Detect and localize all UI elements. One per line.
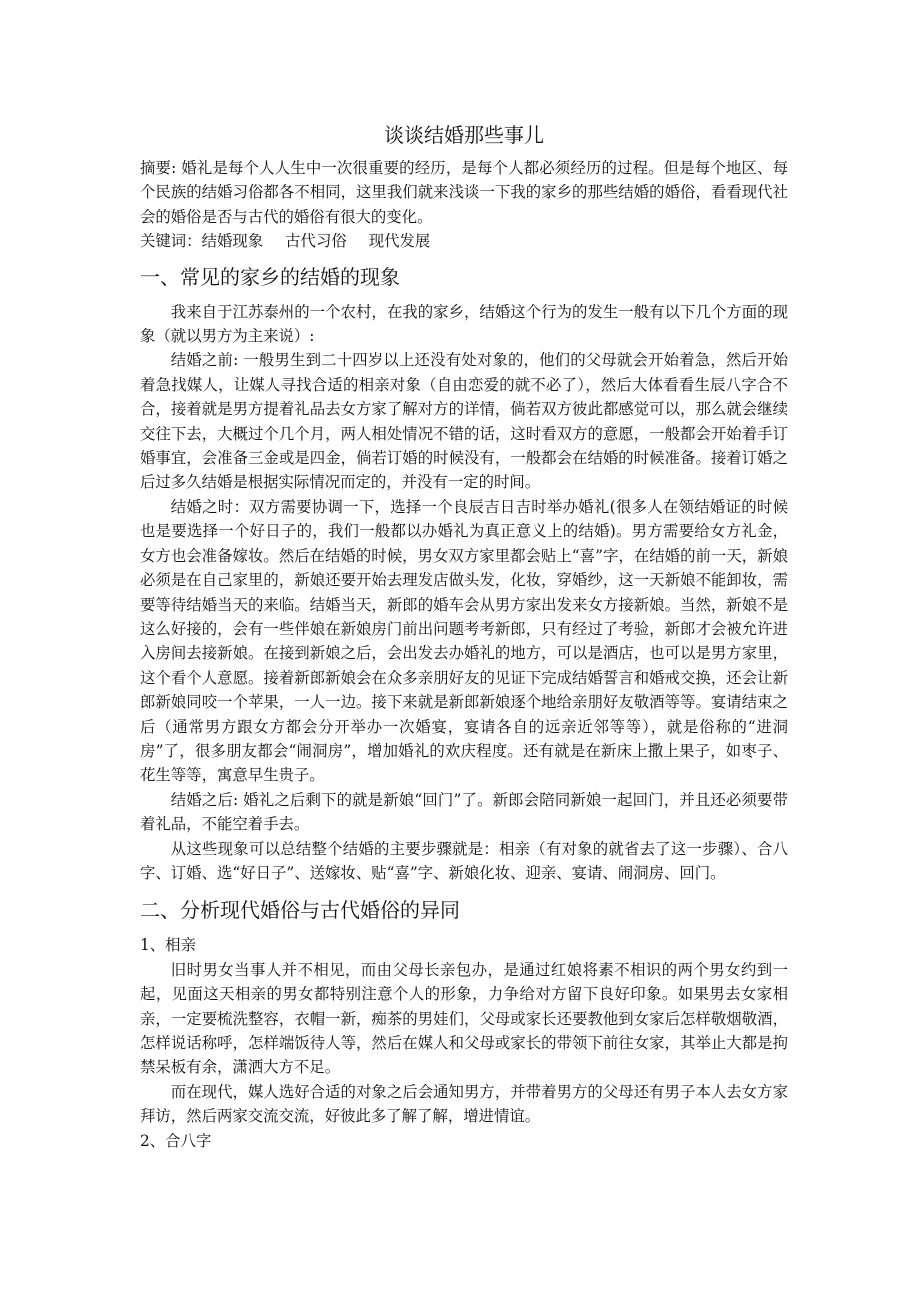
body-paragraph: 结婚之后: 婚礼之后剩下的就是新娘“回门”了。新郎会陪同新娘一起回门，并且还必须要带着礼品，不能空着手去。 — [140, 790, 788, 834]
keywords-line — [140, 229, 788, 253]
subsection-heading: 1、相亲 — [140, 936, 196, 955]
keywords-label: 关键词： — [140, 232, 202, 251]
body-paragraph: 从这些现象可以总结整个结婚的主要步骤就是：相亲（有对象的就省去了这一步骤）、合八字、订婚、选“好日子”、送嫁妆、贴“喜”字、新娘化妆、迎亲、宴请、闹洞房、回门。 — [140, 839, 788, 882]
subsection-heading: 2、合八字 — [140, 1131, 212, 1150]
body-paragraph: 我来自于江苏泰州的一个农村，在我的家乡，结婚这个行为的发生一般有以下几个方面的现象（就以男方为主来说）: — [140, 302, 788, 346]
keyword-item: 古代习俗 — [285, 232, 347, 251]
body-paragraph: 结婚之时：双方需要协调一下，选择一个良辰吉日吉时举办婚礼(很多人在领结婚证的时候也是要选择一个好日子的，我们一般都以办婚礼为真正意义上的结婚)。男方需要给女方礼金，女方也会准备嫁妆。然后在结婚的时候，男女双方家里都会贴上“喜”字，在结婚的前一天，新娘必须是在自己家里的，新娘还要开始去理发店做头发，化妆，穿婚纱，这一天新娘不能卸妆，需要等待结婚当天的来临。结婚当天，新郎的婚车会从男方家出发来女方接新娘。当然，新娘不是这么好接的，会有一些伴娘在新娘房门前出问题考考新郎，只有经过了考验，新郎才会被允许进入房间去接新娘。在接到新娘之后，会出发去办婚礼的地方，可以是酒店，也可以是男方家里，这个看个人意愿。接着新郎新娘会在众多亲朋好友的见证下完成结婚誓言和婚戒交换，还会让新郎新娘同咬一个苹果，一人一边。接下来就是新郎新娘逐个地给亲朋好友敬酒等等。宴请结束之后（通常男方跟女方都会分开举办一次婚宴，宴请各自的远亲近邻等等），就是俗称的“进洞房”了，很多朋友都会“闹洞房”，增加婚礼的欢庆程度。还有就是在新床上撒上果子，如枣子、花生等等，寓意早生贵子。 — [140, 497, 788, 785]
body-paragraph: 结婚之前: 一般男生到二十四岁以上还没有处对象的，他们的父母就会开始着急，然后开始着急找媒人，让媒人寻找合适的相亲对象（自由恋爱的就不必了），然后大体看看生辰八字合不合，接着就是男方提着礼品去女方家了解对方的详情，倘若双方彼此都感觉可以，那么就会继续交往下去，大概过个几个月，两人相处情况不错的话，这时看双方的意愿，一般都会开始着手订婚事宜，会准备三金或是四金，倘若订婚的时候没有，一般都会在结婚的时候准备。接着订婚之后过多久结婚是根据实际情况而定的，并没有一定的时间。 — [140, 351, 788, 492]
page-title: 谈谈结婚那些事儿 — [384, 123, 544, 147]
section-heading: 一、常见的家乡的结婚的现象 — [140, 264, 400, 289]
body-paragraph: 旧时男女当事人并不相见，而由父母长亲包办，是通过红娘将素不相识的两个男女约到一起，见面这天相亲的男女都特别注意个人的形象，力争给对方留下良好印象。如果男去女家相亲，一定要梳洗整容，衣帽一新，痴茶的男娃们，父母或家长还要教他到女家后怎样敬烟敬酒，怎样说话称呼，怎样端饭待人等，然后在媒人和父母或家长的带领下前往女家，其举止大都是拘禁呆板有余，潇洒大方不足。 — [140, 960, 788, 1077]
abstract: 摘要: 婚礼是每个人人生中一次很重要的经历，是每个人都必须经历的过程。但是每个地区、每个民族的结婚习俗都各不相同，这里我们就来浅谈一下我的家乡的那些结婚的婚俗，看看现代社会的婚俗是否与古代的婚俗有很大的变化。 — [140, 159, 788, 226]
section-heading: 二、分析现代婚俗与古代婚俗的异同 — [140, 898, 460, 923]
body-paragraph: 而在现代，媒人选好合适的对象之后会通知男方，并带着男方的父母还有男子本人去女方家拜访，然后两家交流交流，好彼此多了解了解，增进情谊。 — [140, 1082, 788, 1126]
keyword-item: 现代发展 — [368, 232, 431, 251]
document-page — [140, 118, 788, 1153]
keyword-item: 结婚现象 — [201, 232, 264, 251]
